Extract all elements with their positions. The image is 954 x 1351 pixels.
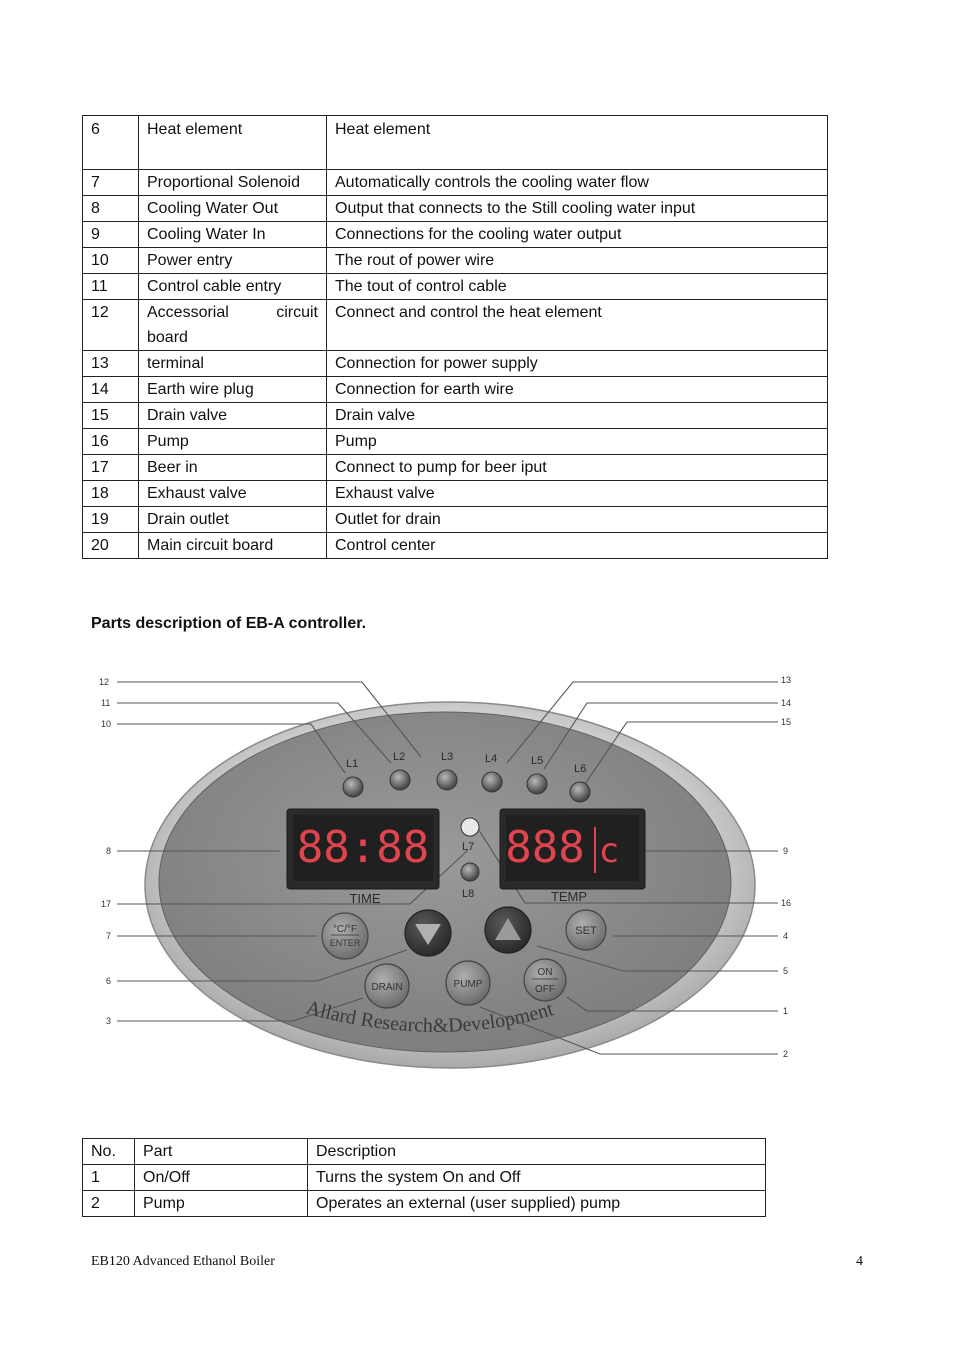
temp-label: TEMP [550,889,588,904]
section-heading: Parts description of EB-A controller. [91,615,367,632]
led-label-l1: L1 [346,758,359,770]
callout-14: 14 [781,698,792,708]
row-part: Accessorial circuit board [139,300,327,351]
row-number: 15 [83,403,139,429]
temp-unit-digit: c [598,831,620,871]
led-label-l2: L2 [393,751,406,763]
table-header-row [83,1139,766,1165]
table-row [83,403,828,429]
table-row [83,507,828,533]
row-number: 12 [83,300,139,351]
led-label-l5: L5 [531,755,544,767]
row-number: 17 [83,455,139,481]
row-number: 7 [83,170,139,196]
led-label-l8: L8 [462,888,475,900]
up-arrow-button[interactable] [485,907,531,953]
row-part: Cooling Water Out [139,196,327,222]
table-row [83,351,828,377]
callout-1: 1 [783,1006,789,1016]
row-part: Drain valve [139,403,327,429]
page-number: 4 [856,1254,863,1269]
time-label: TIME [349,891,381,906]
row-description: Connection for earth wire [327,377,828,403]
parts-table-continued [82,115,828,559]
row-part: terminal [139,351,327,377]
table-row [83,455,828,481]
row-description: The tout of control cable [327,274,828,300]
off-label: OFF [535,984,555,995]
led-label-l7: L7 [462,841,475,853]
set-button[interactable] [566,910,606,950]
row-part: Drain outlet [139,507,327,533]
row-description: Control center [327,533,828,559]
row-part: Exhaust valve [139,481,327,507]
row-part: Heat element [139,116,327,170]
on-off-button[interactable] [524,959,566,1001]
table-row [83,533,828,559]
callout-16: 16 [781,898,792,908]
brand-text-path: Allard Research&Development [303,996,556,1037]
row-number: 14 [83,377,139,403]
row-description: Output that connects to the Still cooling water input [327,196,828,222]
drain-label: DRAIN [371,982,403,993]
row-description: Turns the system On and Off [308,1165,766,1191]
row-description: The rout of power wire [327,248,828,274]
table-row [83,1165,766,1191]
row-part: Pump [135,1191,308,1217]
led-l7 [461,818,479,836]
header-description: Description [308,1139,766,1165]
table-row [83,222,828,248]
time-digits: 88:88 [296,822,430,873]
row-description: Pump [327,429,828,455]
led-l2 [390,770,410,790]
callout-4: 4 [783,931,789,941]
temp-digits: 888 [505,822,585,873]
row-description: Connections for the cooling water output [327,222,828,248]
row-number: 19 [83,507,139,533]
led-l5 [527,774,547,794]
callout-5: 5 [783,966,789,976]
callout-13: 13 [781,675,792,685]
pump-button[interactable] [446,961,490,1005]
controller-panel-figure [95,665,805,1080]
row-part: Main circuit board [139,533,327,559]
callout-9: 9 [783,846,789,856]
row-number: 18 [83,481,139,507]
callout-15: 15 [781,717,792,727]
led-l6 [570,782,590,802]
table-row [83,274,828,300]
callout-2: 2 [783,1049,789,1059]
row-description: Exhaust valve [327,481,828,507]
row-number: 6 [83,116,139,170]
row-number: 8 [83,196,139,222]
row-part: Control cable entry [139,274,327,300]
header-no: No. [83,1139,135,1165]
cf-label: °C/°F [332,924,358,935]
row-number: 2 [83,1191,135,1217]
table-row [83,377,828,403]
led-l1 [343,777,363,797]
row-part: Power entry [139,248,327,274]
led-l3 [437,770,457,790]
header-part: Part [135,1139,308,1165]
row-description: Outlet for drain [327,507,828,533]
down-arrow-button[interactable] [405,910,451,956]
row-part: Proportional Solenoid [139,170,327,196]
led-label-l4: L4 [485,753,498,765]
table-row [83,300,828,351]
enter-label: ENTER [329,938,361,948]
row-part: Beer in [139,455,327,481]
row-description: Operates an external (user supplied) pump [308,1191,766,1217]
led-label-l3: L3 [441,751,454,763]
table-row [83,481,828,507]
callout-10: 10 [101,719,112,729]
set-label: SET [575,925,597,937]
controller-parts-table [82,1138,766,1217]
row-part: Pump [139,429,327,455]
pump-label: PUMP [453,979,483,990]
table-row [83,196,828,222]
table-row [83,116,828,170]
row-part: Earth wire plug [139,377,327,403]
row-part: Cooling Water In [139,222,327,248]
row-description: Automatically controls the cooling water flow [327,170,828,196]
row-part: On/Off [135,1165,308,1191]
row-number: 16 [83,429,139,455]
row-number: 9 [83,222,139,248]
led-l4 [482,772,502,792]
row-number: 13 [83,351,139,377]
callout-17: 17 [101,899,112,909]
callout-6: 6 [106,976,112,986]
table-row [83,170,828,196]
callout-3: 3 [106,1016,112,1026]
callout-7: 7 [106,931,112,941]
drain-button[interactable] [365,964,409,1008]
table-row [83,248,828,274]
row-number: 1 [83,1165,135,1191]
row-number: 20 [83,533,139,559]
cf-enter-button[interactable] [322,913,368,959]
row-description: Heat element [327,116,828,170]
row-description: Connection for power supply [327,351,828,377]
row-description: Connect to pump for beer iput [327,455,828,481]
on-label: ON [537,967,553,978]
row-description: Connect and control the heat element [327,300,828,351]
row-number: 11 [83,274,139,300]
callout-8: 8 [106,846,112,856]
row-description: Drain valve [327,403,828,429]
table-row [83,1191,766,1217]
footer-title: EB120 Advanced Ethanol Boiler [91,1254,275,1269]
row-number: 10 [83,248,139,274]
led-l8 [461,863,479,881]
callout-11: 11 [101,698,111,708]
led-label-l6: L6 [574,763,587,775]
callout-12: 12 [99,677,110,687]
table-row [83,429,828,455]
